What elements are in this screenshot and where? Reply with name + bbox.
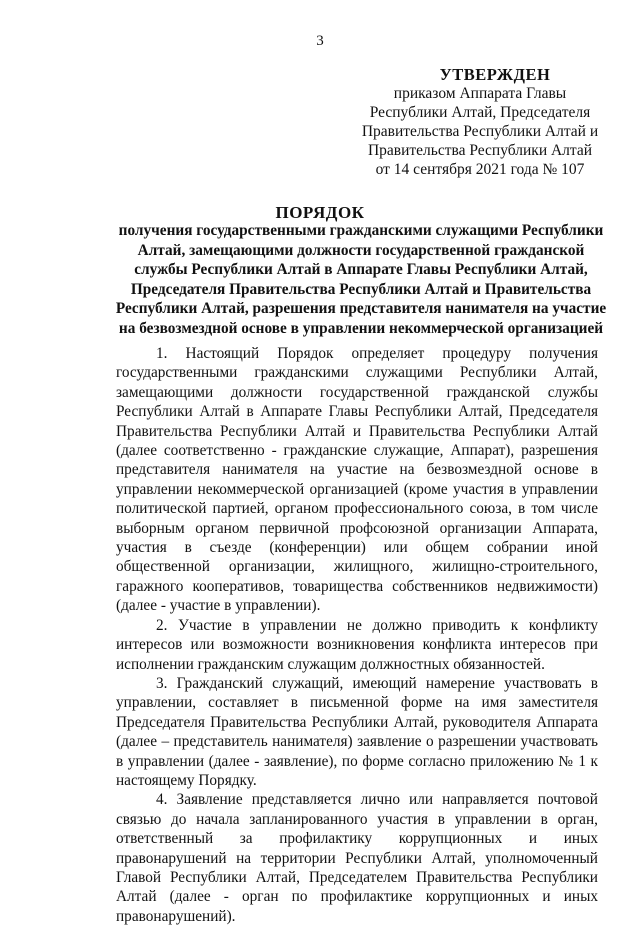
approval-title: УТВЕРЖДЕН [439, 65, 551, 84]
approval-line: приказом Аппарата Главы [393, 85, 567, 102]
document-title: ПОРЯДОК [275, 203, 365, 222]
paragraph-4: 4. Заявление представляется лично или направляется почтовой связью до начала запланированного участия в управлении в орган, ответственный за профилактику коррупционных и иных правонарушений на территории Республики Алтай, уполномоченный Главой Республики Алтай, Председателем Правительства Республики Алтай (далее - орган по профилактике коррупционных и иных правонарушений). [116, 791, 598, 925]
subtitle-line: Председателя Правительства Республики Алтай и Правительства [130, 280, 592, 298]
document-subtitle [112, 221, 610, 339]
subtitle-line: службы Республики Алтай в Аппарате Главы Республики Алтай, [134, 261, 588, 279]
paragraph-1: 1. Настоящий Порядок определяет процедуру получения государственными гражданскими служащими Республики Алтай, замещающими должности государственной гражданской службы Республики Алтай в Аппарате Главы Республики Алтай, Председателя Правительства Республики Алтай и Правительства Республики Алтай (далее соответственно - гражданские служащие, Аппарат), разрешения представителя нанимателя на участие на безвозмездной основе в управлении некоммерческой организацией (кроме участия в управлении политической партией, органом профессионального союза, в том числе выборным органом первичной профсоюзной организации Аппарата, участия в съезде (конференции) или общем собрании иной общественной организации, жилищного, жилищно-строительного, гаражного кооперативов, товарищества собственников недвижимости) (далее - участие в управлении). [116, 345, 598, 615]
subtitle-line: получения государственными гражданскими служащими Республики [118, 222, 604, 239]
subtitle-line: Республики Алтай, разрешения представителя нанимателя на участие [115, 300, 607, 318]
paragraph-2: 2. Участие в управлении не должно приводить к конфликту интересов или возможности возникновения конфликта интересов при исполнении гражданским служащим должностных обязанностей. [116, 616, 598, 673]
subtitle-line: Алтай, замещающими должности государственной гражданской [137, 241, 585, 259]
page-number: 3 [316, 33, 324, 49]
approval-line: Правительства Республики Алтай и [361, 123, 599, 140]
approval-line: Республики Алтай, Председателя [369, 104, 591, 121]
approval-line: от 14 сентября 2021 года № 107 [375, 161, 585, 178]
subtitle-line: на безвозмездной основе в управлении некоммерческой организацией [118, 319, 604, 337]
document-body [116, 344, 598, 926]
approval-block [350, 65, 610, 179]
approval-line: Правительства Республики Алтай [367, 142, 593, 159]
paragraph-3: 3. Гражданский служащий, имеющий намерение участвовать в управлении, составляет в письменной форме на имя заместителя Председателя Правительства Республики Алтай, руководителя Аппарата (далее – представитель нанимателя) заявление о разрешении участвовать в управлении (далее - заявление), по форме согласно приложению № 1 к настоящему Порядку. [116, 674, 598, 789]
